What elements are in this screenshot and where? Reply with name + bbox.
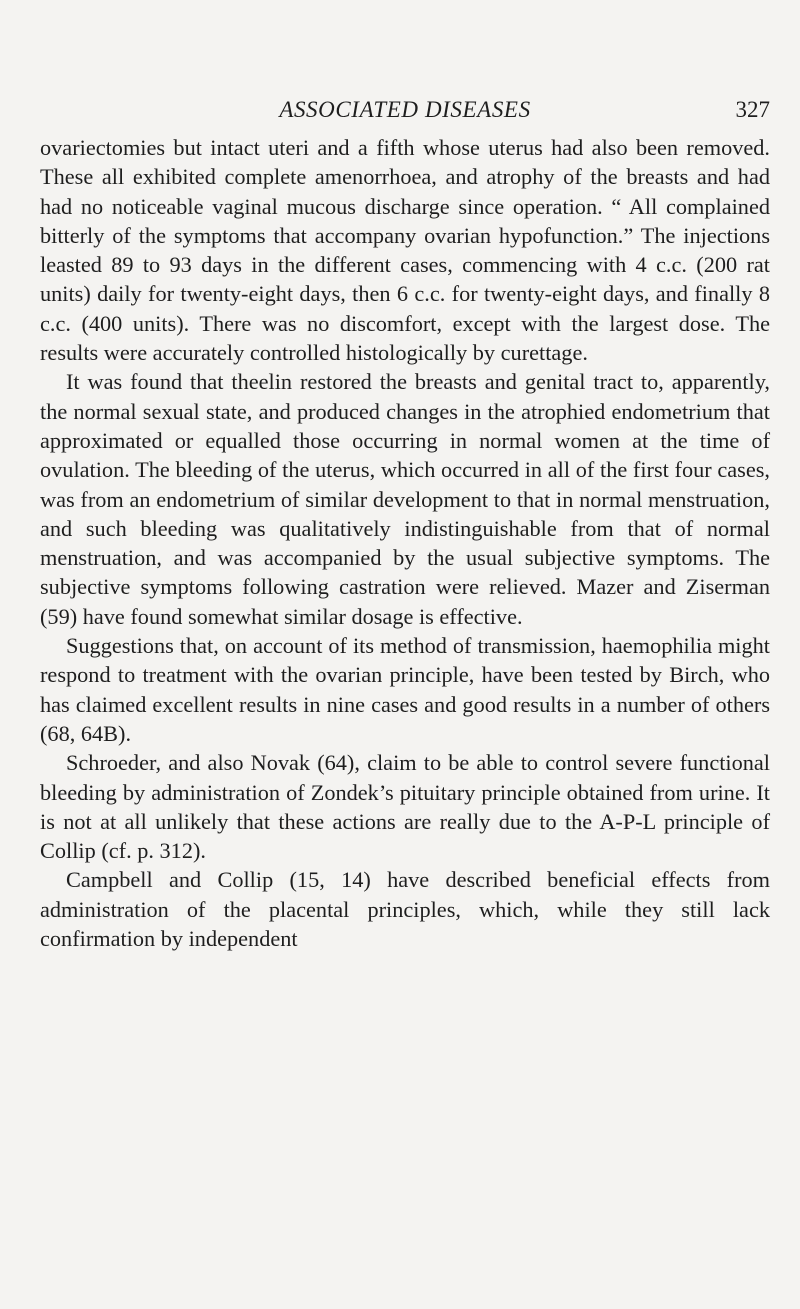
paragraph-placental-principles: Campbell and Collip (15, 14) have described beneficial effects from administration of the placental principles, which, while they still lack confirmation by independent <box>40 867 770 952</box>
page-number: 327 <box>735 97 770 122</box>
running-header <box>40 93 770 127</box>
paragraph-haemophilia: Suggestions that, on account of its method of transmission, haemophilia might respond to treatment with the ovarian principle, have been tested by Birch, who has claimed excellent results in nine cases and good results in a number of others (68, 64B). <box>40 633 770 746</box>
body-text <box>40 133 770 953</box>
paragraph-functional-bleeding: Schroeder, and also Novak (64), claim to be able to control severe functional bleeding by administration of Zondek’s pituitary principle obtained from urine. It is not at all unlikely that these actions are really due to the A-P-L principle of Collip (cf. p. 312). <box>40 750 770 864</box>
paragraph-continued: ovariectomies but intact uteri and a fifth whose uterus had also been removed. These all exhibited complete amenorrhoea, and atrophy of the breasts and had had no noticeable vaginal mucous discharge since operation. “ All complained bitterly of the symptoms that accompany ovarian hypofunction.” The injections leasted 89 to 93 days in the different cases, commencing with 4 c.c. (200 rat units) daily for twenty-eight days, then 6 c.c. for twenty-eight days, and finally 8 c.c. (400 units). There was no discomfort, except with the largest dose. The results were accurately controlled histologically by curettage. <box>40 135 770 366</box>
paragraph-theelin-results: It was found that theelin restored the breasts and genital tract to, apparently, the normal sexual state, and produced changes in the atrophied endometrium that approximated or equalled those occurring in normal women at the time of ovulation. The bleeding of the uterus, which occurred in all of the first four cases, was from an endometrium of similar development to that in normal menstruation, and such bleeding was qualitatively indistinguishable from that of normal menstruation, and was accompanied by the usual subjective symptoms. The subjective symptoms following castration were relieved. Mazer and Ziserman (59) have found somewhat similar dosage is effective. <box>40 369 770 629</box>
book-page <box>40 0 770 1309</box>
chapter-title: ASSOCIATED DISEASES <box>279 97 531 122</box>
